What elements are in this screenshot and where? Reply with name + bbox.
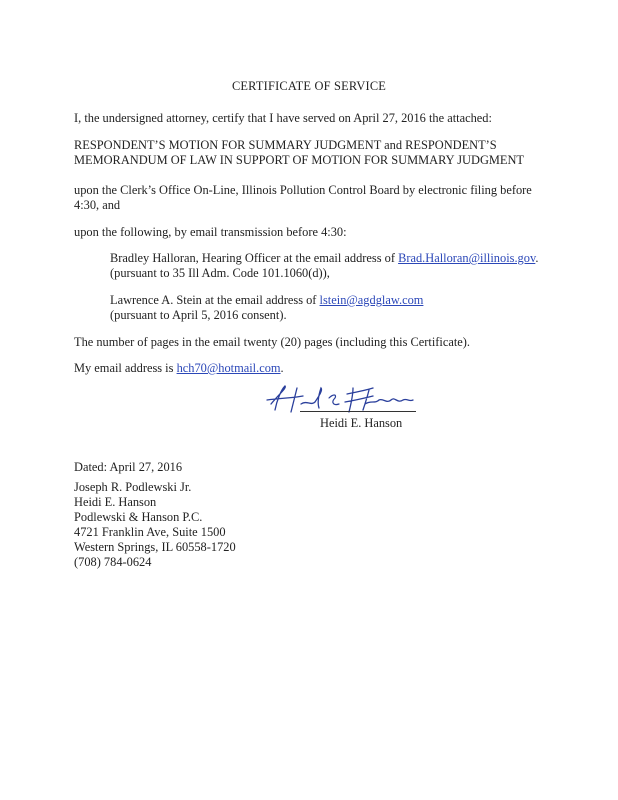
recipient-1-email-link[interactable]: Brad.Halloran@illinois.gov bbox=[398, 251, 536, 265]
filing-line-2: 4:30, and bbox=[74, 198, 121, 212]
signer-name: Heidi E. Hanson bbox=[320, 416, 403, 430]
signature-block-line: 4721 Franklin Ave, Suite 1500 bbox=[74, 525, 226, 539]
email-statement-suffix: . bbox=[280, 361, 284, 375]
page-title: CERTIFICATE OF SERVICE bbox=[231, 79, 387, 93]
dated-line: Dated: April 27, 2016 bbox=[74, 460, 183, 474]
recipient-2-note: (pursuant to April 5, 2016 consent). bbox=[110, 308, 287, 322]
pages-statement: The number of pages in the email twenty (20) pages (including this Certificate). bbox=[74, 335, 471, 349]
recipient-1-text: Bradley Halloran, Hearing Officer at the email address of bbox=[110, 251, 399, 265]
signature-block-line: Podlewski & Hanson P.C. bbox=[74, 510, 203, 524]
email-statement bbox=[74, 361, 284, 376]
signature-block-line: Joseph R. Podlewski Jr. bbox=[74, 480, 192, 494]
signature-block-line: (708) 784-0624 bbox=[74, 555, 152, 569]
signature-line bbox=[300, 411, 416, 412]
email-statement-prefix: My email address is bbox=[74, 361, 177, 375]
document-line-1: RESPONDENT’S MOTION FOR SUMMARY JUDGMENT and RESPONDENT’S bbox=[74, 138, 497, 152]
recipient-2-text: Lawrence A. Stein at the email address of bbox=[110, 293, 320, 307]
recipient-1-note: (pursuant to 35 Ill Adm. Code 101.1060(d)), bbox=[110, 266, 330, 280]
signature-block-line: Heidi E. Hanson bbox=[74, 495, 157, 509]
intro-statement: I, the undersigned attorney, certify that I have served on April 27, 2016 the attached: bbox=[74, 111, 492, 125]
recipient-1 bbox=[110, 251, 538, 266]
recipient-1-punct: . bbox=[535, 251, 539, 265]
filing-line-1: upon the Clerk’s Office On-Line, Illinois Pollution Control Board by electronic filing before bbox=[74, 183, 532, 197]
following-statement: upon the following, by email transmission before 4:30: bbox=[74, 225, 347, 239]
document-line-2: MEMORANDUM OF LAW IN SUPPORT OF MOTION FOR SUMMARY JUDGMENT bbox=[74, 153, 525, 167]
recipient-2 bbox=[110, 293, 423, 308]
recipient-2-email-link[interactable]: lstein@agdglaw.com bbox=[319, 293, 424, 307]
own-email-link[interactable]: hch70@hotmail.com bbox=[176, 361, 281, 375]
signature-block-line: Western Springs, IL 60558-1720 bbox=[74, 540, 236, 554]
